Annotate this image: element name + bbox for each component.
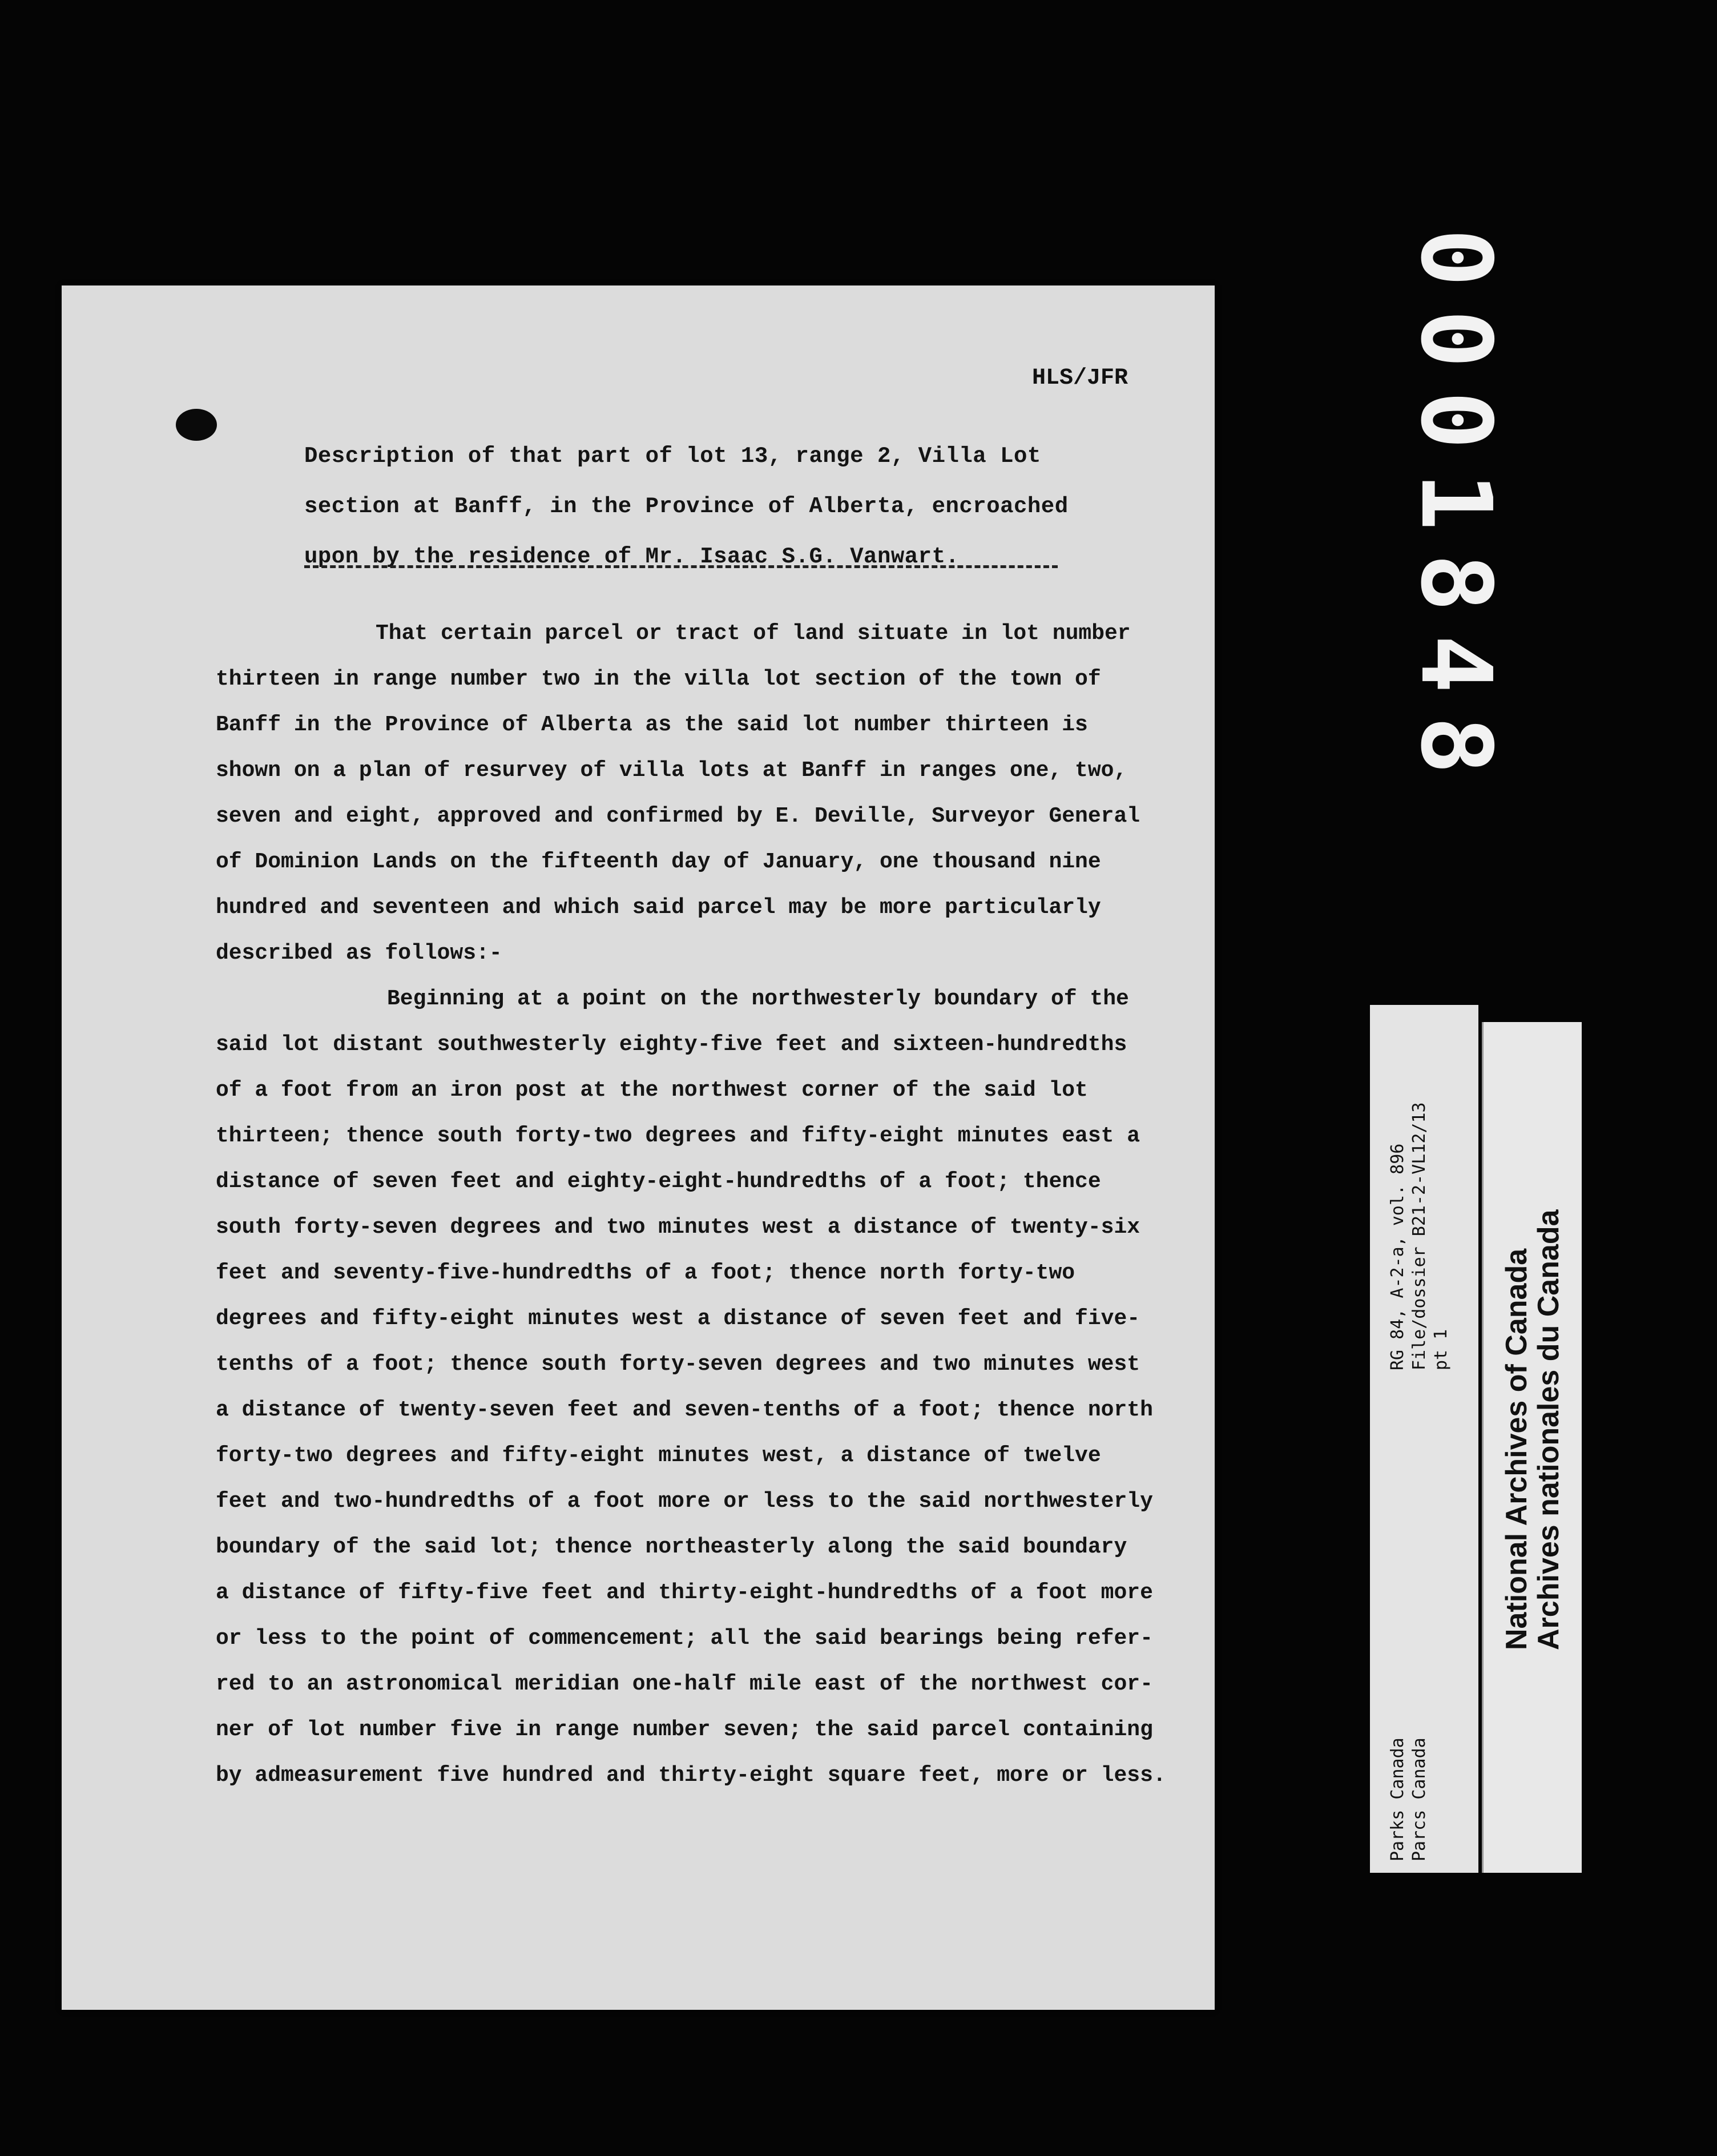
body-line: shown on a plan of resurvey of villa lots at Banff in ranges one, two, (216, 758, 1127, 783)
reference-block (1387, 1102, 1452, 1370)
archive-reference-label (1370, 1005, 1478, 1873)
body-line: seven and eight, approved and confirmed by E. Deville, Surveyor General (216, 804, 1140, 828)
film-frame-number: 0001848 (1399, 228, 1512, 798)
body-line: degrees and fifty-eight minutes west a distance of seven feet and five- (216, 1306, 1140, 1331)
body-line: of a foot from an iron post at the northwest corner of the said lot (216, 1078, 1088, 1103)
document-heading (304, 431, 1138, 582)
credit-block (1387, 1737, 1430, 1861)
body-line: That certain parcel or tract of land situate in lot number (376, 621, 1131, 646)
institution-line: Archives nationales du Canada (1532, 1209, 1565, 1650)
body-line: Banff in the Province of Alberta as the said lot number thirteen is (216, 713, 1088, 737)
archive-institution-label (1482, 1022, 1582, 1873)
credit-line: Parks Canada (1388, 1737, 1408, 1861)
heading-line: section at Banff, in the Province of Alberta, encroached (304, 494, 1069, 519)
body-line: by admeasurement five hundred and thirty-eight square feet, more or less. (216, 1763, 1166, 1788)
body-line: a distance of twenty-seven feet and seven-tenths of a foot; thence north (216, 1398, 1153, 1422)
body-line: feet and two-hundredths of a foot more or less to the said northwesterly (216, 1489, 1153, 1514)
reference-line: File/dossier B21-2-VL12/13 (1409, 1102, 1429, 1370)
heading-line: Description of that part of lot 13, range 2, Villa Lot (304, 444, 1041, 469)
reference-initials: HLS/JFR (1032, 365, 1128, 391)
body-line: forty-two degrees and fifty-eight minutes west, a distance of twelve (216, 1443, 1101, 1468)
reference-line: pt 1 (1431, 1329, 1451, 1370)
body-line: ner of lot number five in range number seven; the said parcel containing (216, 1717, 1153, 1742)
body-line: feet and seventy-five-hundredths of a foot; thence north forty-two (216, 1261, 1075, 1285)
body-line: or less to the point of commencement; all the said bearings being refer- (216, 1626, 1153, 1651)
body-line: a distance of fifty-five feet and thirty-eight-hundredths of a foot more (216, 1580, 1153, 1605)
institution-name (1501, 1209, 1565, 1650)
body-line: of Dominion Lands on the fifteenth day of January, one thousand nine (216, 850, 1101, 874)
body-line: thirteen in range number two in the villa lot section of the town of (216, 667, 1101, 691)
heading-underline (304, 565, 1058, 568)
reference-line: RG 84, A-2-a, vol. 896 (1388, 1143, 1408, 1370)
body-line: said lot distant southwesterly eighty-five feet and sixteen-hundredths (216, 1032, 1127, 1057)
body-line: thirteen; thence south forty-two degrees and fifty-eight minutes east a (216, 1124, 1140, 1148)
body-line: Beginning at a point on the northwesterly boundary of the (387, 987, 1129, 1011)
body-line: described as follows:- (216, 941, 502, 966)
body-line: tenths of a foot; thence south forty-seven degrees and two minutes west (216, 1352, 1140, 1377)
document-body (216, 611, 1209, 1799)
body-line: distance of seven feet and eighty-eight-hundredths of a foot; thence (216, 1169, 1101, 1194)
credit-line: Parcs Canada (1409, 1737, 1429, 1861)
body-line: south forty-seven degrees and two minutes west a distance of twenty-six (216, 1215, 1140, 1240)
heading-line: upon by the residence of Mr. Isaac S.G. Vanwart. (304, 544, 960, 569)
document-page (62, 285, 1215, 2010)
institution-line: National Archives of Canada (1500, 1248, 1533, 1650)
body-line: boundary of the said lot; thence northeasterly along the said boundary (216, 1535, 1127, 1559)
ink-blot (176, 409, 217, 441)
body-line: hundred and seventeen and which said parcel may be more particularly (216, 895, 1101, 920)
body-line: red to an astronomical meridian one-half mile east of the northwest cor- (216, 1672, 1153, 1696)
